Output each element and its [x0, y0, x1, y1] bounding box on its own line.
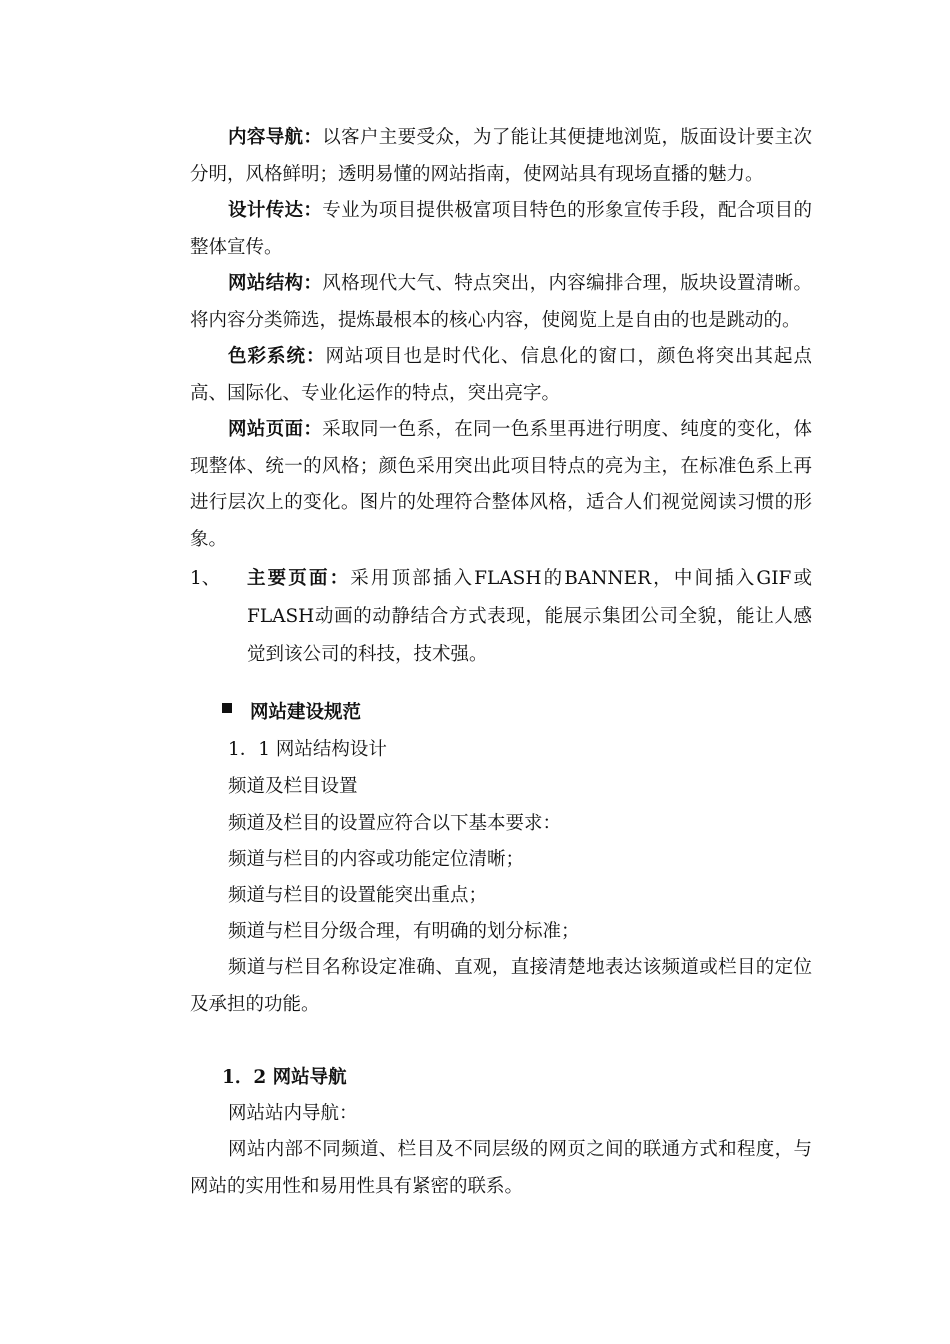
paragraph-label: 色彩系统： [228, 346, 326, 367]
paragraph-label: 内容导航： [228, 127, 323, 148]
list-marker: 1、 [190, 568, 221, 589]
text-line: 网站站内导航： [228, 1103, 358, 1124]
text-line: 频道及栏目的设置应符合以下基本要求： [228, 813, 562, 834]
paragraph-content-nav [190, 120, 812, 193]
paragraph-text: 采用顶部插入FLASH的BANNER，中间插入GIF或FLASH动画的动静结合方式表现，能展示集团公司全貌，能让人感觉到该公司的科技，技术强。 [247, 568, 812, 665]
text-line: 频道及栏目设置 [228, 776, 358, 797]
paragraph-label: 网站页面： [228, 419, 323, 440]
paragraph-structure [190, 266, 812, 339]
paragraph-text: 以客户主要受众，为了能让其便捷地浏览，版面设计要主次分明，风格鲜明；透明易懂的网站指南，使网站具有现场直播的魅力。 [190, 127, 812, 185]
paragraph-pages [190, 412, 812, 558]
paragraph-text: 采取同一色系，在同一色系里再进行明度、纯度的变化，体现整体、统一的风格；颜色采用突出此项目特点的亮为主，在标准色系上再进行层次上的变化。图片的处理符合整体风格，适合人们视觉阅读习惯的形象。 [190, 419, 812, 550]
paragraph-color [190, 339, 812, 412]
numbered-item [190, 560, 812, 680]
section-heading: 网站建设规范 [250, 702, 362, 723]
text-line: 频道与栏目分级合理，有明确的划分标准； [228, 921, 580, 942]
paragraph-naming: 频道与栏目名称设定准确、直观，直接清楚地表达该频道或栏目的定位及承担的功能。 [190, 957, 812, 1015]
paragraph-label: 主要页面： [247, 568, 351, 589]
paragraph-text: 专业为项目提供极富项目特色的形象宣传手段，配合项目的整体宣传。 [190, 200, 812, 258]
paragraph-navigation: 网站内部不同频道、栏目及不同层级的网页之间的联通方式和程度，与网站的实用性和易用性具有紧密的联系。 [190, 1139, 812, 1197]
text-line: 频道与栏目的设置能突出重点； [228, 885, 488, 906]
text-line: 频道与栏目的内容或功能定位清晰； [228, 849, 525, 870]
paragraph-text: 网站项目也是时代化、信息化的窗口，颜色将突出其起点高、国际化、专业化运作的特点，突出亮字。 [190, 346, 812, 404]
numbered-item-body [247, 560, 812, 674]
paragraph-design [190, 193, 812, 266]
paragraph-label: 网站结构： [228, 273, 323, 294]
paragraph-text: 风格现代大气、特点突出，内容编排合理，版块设置清晰。将内容分类筛选，提炼最根本的核心内容，使阅览上是自由的也是跳动的。 [190, 273, 812, 331]
paragraph-label: 设计传达： [228, 200, 323, 221]
subsection-title: 1．2 网站导航 [222, 1067, 347, 1088]
subsection-title: 1．1 网站结构设计 [228, 739, 387, 760]
square-bullet-icon [222, 703, 232, 713]
